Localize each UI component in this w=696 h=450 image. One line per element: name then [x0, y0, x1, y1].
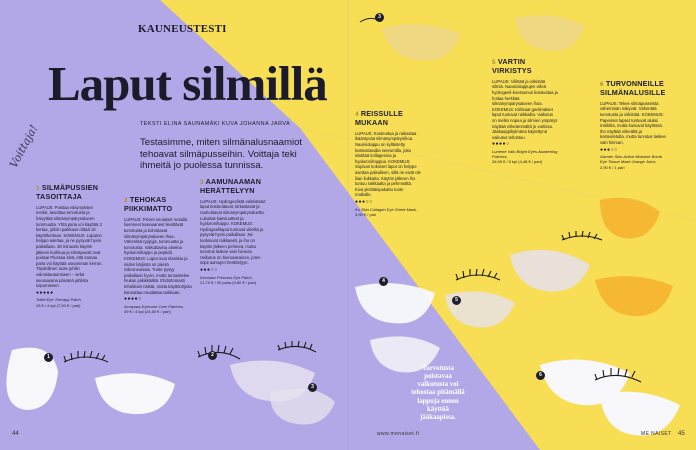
rating-dots: ●●●○○: [200, 266, 218, 273]
product-title: Kocostar Princess Eye Patch,: [200, 274, 253, 280]
photo-caption: Turvotusta poistavaa vaikutusta voi tehostaa pitämällä lappuja ennen käyttöä jääkaapissa.: [411, 364, 465, 422]
product-name: TEHOKAS PIIKKIMATTO: [124, 195, 173, 214]
product-text: LUPAUS: Pienet neulaiset mutalla liuenneet kasvuaineet lievittävät turvotusta ja kohottavat silmänympärysalueen ihoa. Vähentää ryppyjä, tummuutta ja turvotusta. Vaikuttavina aineina hyaluronihappo ja peptidit. KOKEMUS: Laput ovat elastisia ja niiden kärjissä on pieniä mikroneulasia. Tuote pysyy paikallaan hyvin, mutta tunnustelee hiukan piikikkäältä. Ehdottomasti tehokkain näistä, mutta käyttöohjeita kannattaa noudattaa tarkkaan.: [124, 216, 192, 295]
product-text: LUPAUS: Viilittää ja virkistää silmiä. Naamiolappujen viileä hydrogeeli-koostumus kosteuttaa ja hoitaa herkkää silmänympärysalueen ihoa. KOKEMUS: Kirkkaat geelimäiset laput tuntuvat raikkailta. Vaikutus on melko nopea ja silmien ympärys näyttää virkeämmältä jo vartissa. Jääkaappikylmänä käytettynä vaikutus tehostuu.: [492, 78, 558, 140]
marker-4: 4: [379, 277, 388, 286]
product-text: LUPAUS: Hydrogeelistä valmistetut laput kosteuttavat, kirkastavat ja rauhoittavat silmänympärysaluetta. Lukuisat kasviuutteet ja hyaluronihappo. KOKEMUS: Hydrogeelilaput tuntuvat viileiltä ja pysyvät hyvin paikallaan. Ne tuoksuvat raikkaasti, ja iho on käytön jälkeen pehmeä, mutta turvotus laskee vain hieman. Vaikutus on hienovarainen, joten sopii aamujen herättelyyn.: [200, 198, 266, 266]
product-card-5: [492, 58, 558, 165]
page-number-right: 45: [678, 431, 685, 437]
product-price: 2,90 € / 1 pari: [600, 164, 625, 170]
marker-3-top: 3: [375, 13, 384, 22]
lead-paragraph: Testasimme, miten silmänalusnaamiot tehoavat silmäpusseihin. Voittaja teki ihmeitä jo puolessa tunnissa.: [140, 137, 303, 172]
product-title: Lumene Valo Bright Eyes Awakening Patches,: [492, 148, 558, 160]
product-name: TURVONNEILLE SILMÄNALUSILLE: [600, 79, 666, 98]
product-number: 2: [124, 197, 128, 204]
rating-dots: ●●●○○: [600, 146, 618, 153]
page-title: Laput silmillä: [48, 56, 327, 111]
rating-dots: ●●●●○: [492, 141, 510, 148]
product-title: Acropass Eyecone Care Patches,: [124, 303, 184, 309]
product-number: 3: [200, 179, 204, 186]
rating-dots: ●●●●○: [124, 296, 142, 303]
product-card-1: [36, 184, 106, 308]
section-kicker: KAUNEUSTESTI: [138, 23, 227, 35]
rating-dots: ●●●○○: [355, 198, 373, 205]
product-name: SILMÄPUSSIEN TASOITTAJA: [36, 183, 99, 202]
product-number: 6: [600, 81, 604, 88]
product-text: LUPAUS: Kosteuttaa ja raikastaa ikääntyvää silmänympärysihoa. Naamiolappu on kyllästetty kosteuttavalla seerumilla, joka sisältää kollageenia ja hyaluronihappoa. KOKEMUS: Sopivan kokoiset laput on helppo asettaa paikalleen, sillä ne eivät ole liian liukkaita. Käytön jälkeen iho tuntuu raikkaalta ja pehmeältä. Kiva yksittäispakattu tuote matkalle.: [355, 130, 421, 198]
product-text: LUPAUS: Poistaa väsymyksen merkit, tasoittaa turvotusta ja häivyttää silmänympärysalueen tummuutta. Yhtä paria voi käyttää 3 kertaa, jolloin paikkaus riittää 18 käyttökertaan. KOKEMUS: Laputon helppo asettaa, ja ne pysyvät hyvin paikallaan. 30 minuutin käytön jälkeen kurkkua ja silmäpussit ovat poissa! Plussaa siitä, että samaa paria voi käyttää useamman kerran. Täydellinen tuote juhliin valmistautumiseen – sekä seuraavana päivänä juhlista toipumiseen.: [36, 204, 103, 289]
product-card-4: [355, 110, 421, 217]
product-name: VARTIN VIRKISTYS: [492, 57, 532, 76]
marker-5: 5: [452, 296, 461, 305]
footer-magazine-name: ME NAISET: [641, 431, 672, 437]
product-number: 4: [355, 111, 359, 118]
product-name: AAMUNAAMAN HERÄTTELYYN: [200, 177, 262, 196]
marker-3-bottom: 3: [308, 383, 317, 392]
product-card-3: [200, 178, 268, 285]
marker-1: 1: [44, 353, 53, 362]
rating-dots: ●●●●●: [36, 289, 54, 296]
product-price: 26,90 € / 6 kpl (4,48 € / pari): [492, 159, 543, 165]
footer-url: www.menaiset.fi: [377, 431, 420, 437]
product-card-6: [600, 80, 666, 170]
product-card-2: [124, 196, 192, 314]
product-price: 43 € / 4 kpl (7,50 € / pari): [36, 302, 81, 308]
product-price: 49 € / 4 kpl (24,50 € / pari): [124, 308, 171, 314]
product-title: It's Skin Collagen Eye Sheet Mask,: [355, 206, 418, 212]
byline: TEKSTI ELINA SAUNAMÄKI KUVA JOHANNA JARVA: [140, 121, 291, 127]
winner-badge: Voittaja!: [7, 122, 41, 171]
product-title: Tolfet Eye Therapy Patch,: [36, 297, 82, 303]
product-price: 3,90 € / pari: [355, 211, 377, 217]
product-number: 1: [36, 185, 40, 192]
page-number-left: 44: [12, 431, 19, 437]
marker-2: 2: [208, 351, 217, 360]
product-text: LUPAUS: Tekee silmäpusseista vähemmän näkyvät. Vähentää turvotusta ja virkistää. KOKEMUS: Paperiset lapset tuntuvat aluksi märkiltä, mutta kuivuvat käytössä. Iho näyttää virkeältä ja kosteutetulta, mutta turvotus laskee vain hieman.: [600, 100, 666, 145]
product-price: 21,70 € / 30 paria (0,80 € / pari): [200, 279, 257, 285]
product-title: Garnier Skin Active Moisture Bomb Eye Tissue Mask Orange Juice,: [600, 154, 663, 165]
product-number: 5: [492, 59, 496, 66]
product-name: REISSULLE MUKAAN: [355, 109, 403, 128]
marker-6: 6: [536, 371, 545, 380]
